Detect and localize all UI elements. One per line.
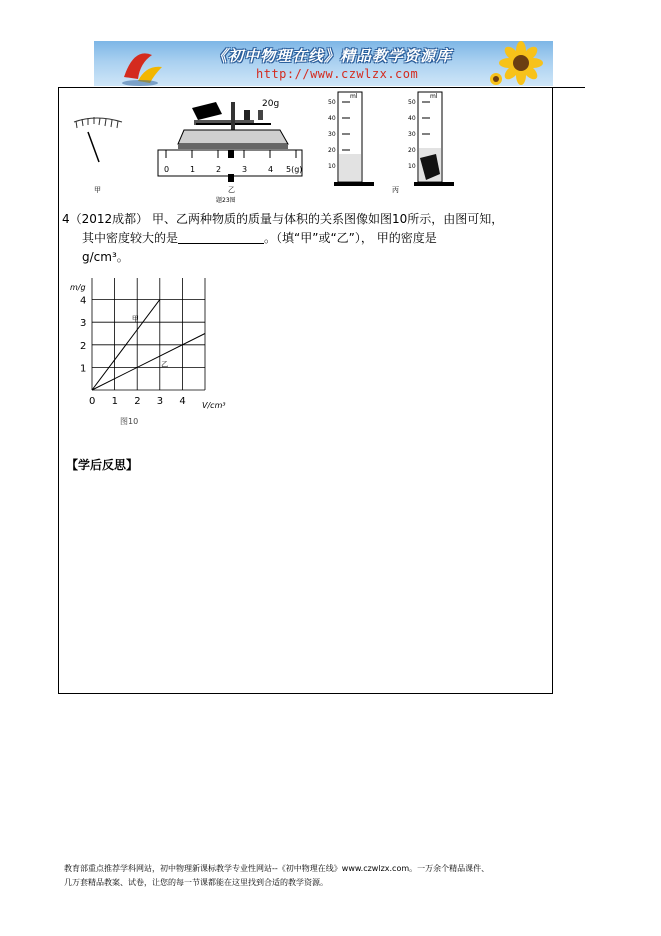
y-tick-label: 3 bbox=[80, 318, 87, 330]
cyl-right-tick-10: 10 bbox=[408, 163, 416, 170]
y-axis-label: m/g bbox=[70, 283, 86, 292]
figure23-caption: 题23图 bbox=[216, 197, 236, 203]
reflection-heading: 【学后反思】 bbox=[66, 458, 139, 472]
chart-caption: 图10 bbox=[120, 417, 139, 426]
x-tick-label: 1 bbox=[111, 396, 118, 407]
label-yi: 乙 bbox=[228, 186, 235, 194]
answer-blank[interactable] bbox=[178, 231, 264, 244]
series-line-1 bbox=[92, 334, 205, 391]
cyl-left-unit: ml bbox=[350, 93, 358, 100]
y-tick-label: 4 bbox=[80, 295, 87, 307]
cyl-left-tick-40: 40 bbox=[328, 115, 336, 122]
ruler-tick-0: 0 bbox=[164, 165, 170, 174]
header-banner bbox=[94, 41, 553, 86]
cyl-right-tick-50: 50 bbox=[408, 99, 416, 106]
q4-line2-post: 。（填“甲”或“乙”）， 甲的密度是 bbox=[264, 231, 437, 245]
label-bing: 丙 bbox=[392, 186, 399, 194]
header-url: http://www.czwlzx.com bbox=[256, 67, 419, 81]
q4-line2 bbox=[62, 229, 546, 248]
question-4 bbox=[62, 210, 546, 267]
sunflower-icon bbox=[486, 41, 553, 86]
q4-line2-pre: 其中密度较大的是 bbox=[82, 231, 179, 245]
ruler-tick-2: 2 bbox=[216, 165, 222, 174]
ruler-tick-1: 1 bbox=[190, 165, 196, 174]
footer-line2: 几万套精品教案、试卷，让您的每一节课都能在这里找到合适的教学资源。 bbox=[64, 878, 328, 887]
q4-line1: 4（2012成都） 甲、乙两种物质的质量与体积的关系图像如图10所示，由图可知， bbox=[62, 212, 504, 226]
ruler-tick-5: 5(g) bbox=[286, 165, 303, 174]
x-tick-label: 4 bbox=[179, 396, 186, 407]
mass-label: 20g bbox=[262, 99, 280, 109]
cyl-right-unit: ml bbox=[430, 93, 438, 100]
label-jia: 甲 bbox=[94, 186, 101, 194]
footer-line1: 教育部重点推荐学科网站，初中物理新课标教学专业性网站--《初中物理在线》www.czwlzx.com。一万余个精品课件、 bbox=[64, 864, 490, 873]
figure-10-chart bbox=[66, 278, 236, 426]
cylinder-left bbox=[334, 92, 374, 186]
balance bbox=[178, 102, 288, 149]
series-label-1: 乙 bbox=[161, 360, 169, 369]
cyl-left-tick-10: 10 bbox=[328, 163, 336, 170]
cyl-left-tick-50: 50 bbox=[328, 99, 336, 106]
series-label-0: 甲 bbox=[131, 314, 139, 323]
pointer-scale bbox=[74, 117, 122, 162]
cyl-right-tick-20: 20 bbox=[408, 147, 416, 154]
ruler-tick-3: 3 bbox=[242, 165, 248, 174]
y-tick-label: 2 bbox=[80, 340, 87, 352]
x-tick-label: 3 bbox=[156, 396, 164, 407]
x-tick-label: 0 bbox=[89, 396, 96, 407]
y-tick-label: 1 bbox=[80, 363, 87, 375]
cyl-right-tick-40: 40 bbox=[408, 115, 416, 122]
cylinder-right bbox=[414, 92, 454, 186]
x-axis-label: V/cm³ bbox=[202, 401, 226, 410]
header-title: 《初中物理在线》精品教学资源库 bbox=[212, 47, 453, 65]
logo-icon bbox=[112, 41, 172, 86]
q4-line3: g/cm³。 bbox=[82, 250, 129, 264]
page-footer bbox=[64, 862, 604, 890]
cyl-left-tick-20: 20 bbox=[328, 147, 336, 154]
header-rule bbox=[553, 87, 585, 88]
cyl-right-tick-30: 30 bbox=[408, 131, 416, 138]
ruler bbox=[158, 150, 302, 182]
cyl-left-tick-30: 30 bbox=[328, 131, 336, 138]
ruler-tick-4: 4 bbox=[268, 165, 274, 174]
x-tick-label: 2 bbox=[134, 396, 141, 407]
figure-23 bbox=[66, 88, 466, 203]
chart-grid bbox=[92, 278, 205, 390]
